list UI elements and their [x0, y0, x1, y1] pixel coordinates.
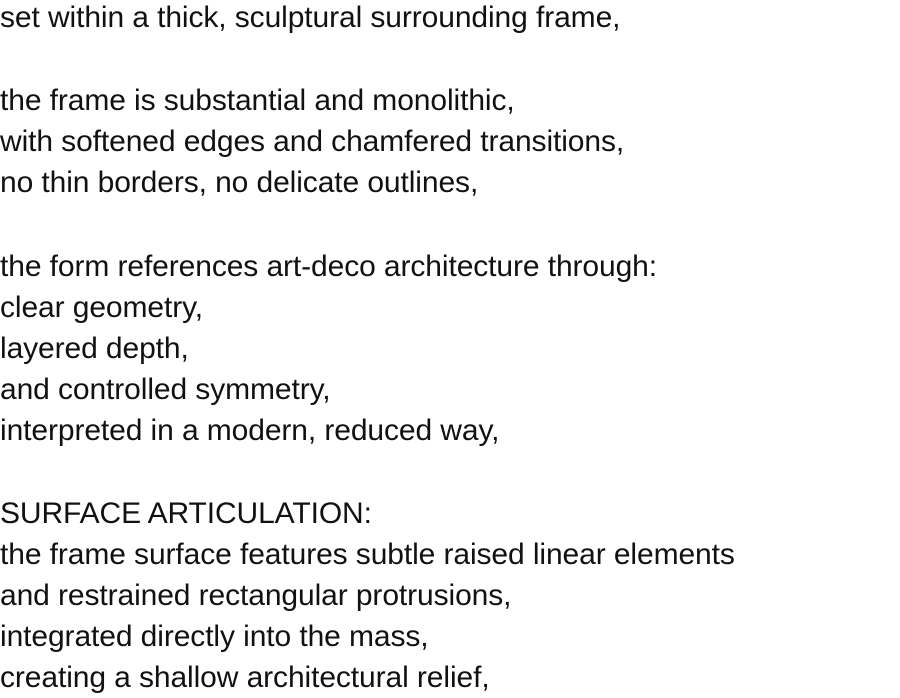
- text-line: with softened edges and chamfered transitions,: [0, 125, 625, 158]
- text-line: the form references art-deco architecture through:: [0, 250, 657, 283]
- text-line: the frame is substantial and monolithic,: [0, 84, 515, 117]
- text-line: and controlled symmetry,: [0, 373, 331, 406]
- text-line: interpreted in a modern, reduced way,: [0, 414, 500, 447]
- text-line: and restrained rectangular protrusions,: [0, 579, 512, 612]
- text-line: integrated directly into the mass,: [0, 620, 429, 653]
- text-line: set within a thick, sculptural surrounding frame,: [0, 1, 621, 34]
- text-line: layered depth,: [0, 332, 189, 365]
- text-line: creating a shallow architectural relief,: [0, 661, 490, 694]
- text-line: clear geometry,: [0, 291, 204, 324]
- text-line: no thin borders, no delicate outlines,: [0, 166, 479, 199]
- text-line: the frame surface features subtle raised linear elements: [0, 538, 735, 571]
- section-heading: SURFACE ARTICULATION:: [0, 497, 372, 530]
